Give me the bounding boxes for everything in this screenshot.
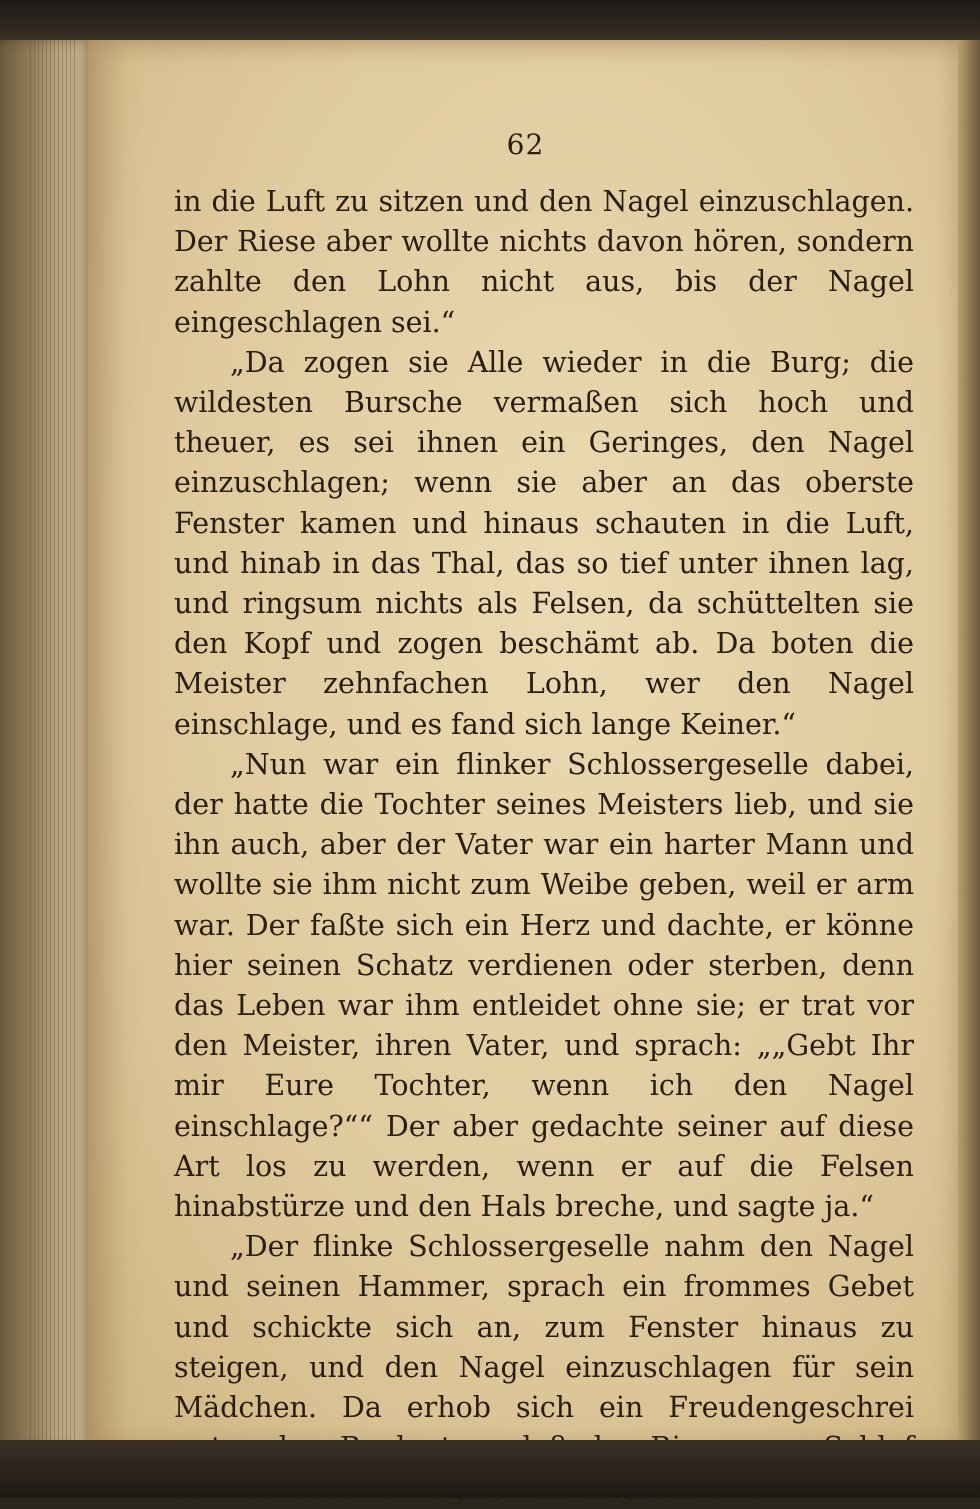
paragraph: „Der flinke Schlossergeselle nahm den Nagel und seinen Hammer, sprach ein frommes Gebet und schickte sich an, zum Fenster hinaus zu steigen, und den Nagel einzuschlagen für sein Mädchen. Da erhob sich ein Freudengeschrei: [174, 1230, 914, 1425]
paragraph: „Da zogen sie Alle wieder in die Burg; die wildesten Bursche vermaßen sich hoch und theuer, es sei ihnen ein Geringes, den Nagel einzuschlagen; wenn sie aber an das oberste Fenster kamen und hinaus schauten in die Luft, und hinab in das Thal, das so tief unter ihnen lag, und ringsum nichts als Felsen, da schüttelten sie den Kopf und zogen beschämt ab. Da boten die Meister zehnfachen Lohn, wer den Nagel einschlage, und es fand sich lange Keiner.“: [174, 345, 914, 741]
book-right-edge: [958, 40, 980, 1450]
book-page-edges: [0, 40, 95, 1450]
paragraph: in die Luft zu sitzen und den Nagel einzuschlagen. Der Riese aber wollte nichts davon hören, sondern zahlte den Lohn nicht aus, bis der Nagel eingeschlagen sei.“: [174, 185, 914, 339]
book-bottom-shadow: [0, 1440, 980, 1498]
page-number: 62: [506, 128, 545, 161]
paragraph: „Nun war ein flinker Schlossergeselle dabei, der hatte die Tochter seines Meisters lieb, und sie ihn auch, aber der Vater war ein harter Mann und wollte sie ihm nicht zum Weibe geben, weil er arm war. Der faßte sich ein Herz und dachte, er könne hier seinen Schatz verdienen oder sterben, denn das Leben war ihm entleidet ohne sie; er trat vor den Meister, ihren Vater, und sprach: „„Gebt Ihr mir Eure Tochter, wenn ich den Nagel einschlage?““ Der aber gedachte seiner auf diese Art los zu werden, wenn er auf die Felsen hinabstürze und den Hals breche, und sagte ja.“: [174, 747, 914, 1224]
page-text: [174, 182, 914, 1509]
book-page: [88, 40, 963, 1450]
